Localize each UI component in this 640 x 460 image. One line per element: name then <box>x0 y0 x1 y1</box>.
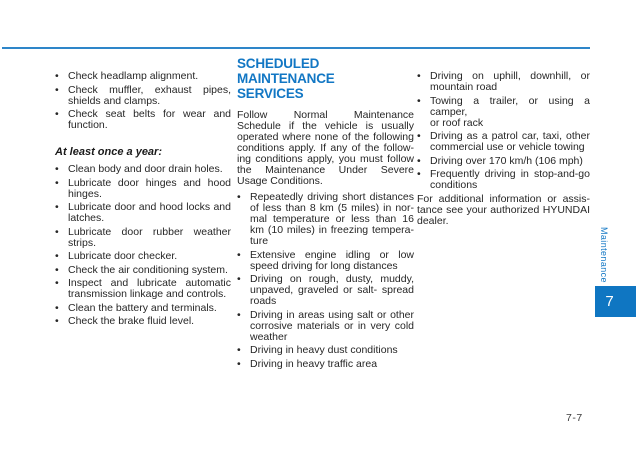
list-item <box>417 96 590 129</box>
text-line: Clean body and door drain holes. <box>68 163 223 175</box>
list-item <box>55 303 231 314</box>
bullet-icon: • <box>417 168 421 180</box>
middle-column <box>237 56 414 372</box>
bullet-text <box>430 156 590 167</box>
list-item <box>237 250 414 272</box>
intro-paragraph <box>237 110 414 187</box>
list-item <box>55 164 231 175</box>
bullet-text <box>68 278 231 300</box>
list-item <box>417 156 590 167</box>
text-line: the Maintenance Under Severe <box>237 164 414 176</box>
text-line: ture <box>250 235 269 247</box>
bullet-icon: • <box>55 201 59 213</box>
bullet-text <box>68 227 231 249</box>
list-item <box>417 71 590 93</box>
text-line: roads <box>250 295 277 307</box>
chapter-tab-label: Maintenance <box>599 227 609 283</box>
text-line: Clean the battery and terminals. <box>68 301 217 314</box>
text-line: Driving over 170 km/h (106 mph) <box>430 154 583 167</box>
text-line: speed driving for long distances <box>250 259 398 272</box>
list-item <box>237 345 414 356</box>
text-line: function. <box>68 119 108 131</box>
bullet-icon: • <box>55 176 59 189</box>
bullet-icon: • <box>237 308 241 321</box>
list-item <box>237 359 414 370</box>
bullet-text <box>430 71 590 93</box>
yearly-bullet-list <box>55 164 231 327</box>
text-line: Driving on rough, dusty, muddy, <box>250 273 414 285</box>
bullet-text <box>68 71 231 82</box>
bullet-icon: • <box>55 315 59 327</box>
list-item <box>237 310 414 343</box>
bullet-icon: • <box>237 248 241 261</box>
bullet-icon: • <box>55 301 59 314</box>
bullet-icon: • <box>237 191 241 203</box>
text-line: Lubricate door checker. <box>68 250 178 262</box>
text-line: unpaved, graveled or salt- spread <box>250 284 414 296</box>
list-item <box>55 316 231 327</box>
text-line: mountain road <box>430 81 498 93</box>
list-item <box>417 131 590 153</box>
text-line: Check the air conditioning system. <box>68 263 228 276</box>
list-item <box>55 202 231 224</box>
text-line: Schedule if the vehicle is usually <box>237 120 414 132</box>
text-line: Check headlamp alignment. <box>68 70 199 82</box>
bullet-icon: • <box>55 108 59 120</box>
text-line: of less than 8 km (5 miles) in nor- <box>250 202 414 214</box>
bullet-text <box>68 303 231 314</box>
text-line: Lubricate door and hood locks and <box>68 201 231 213</box>
text-line: Frequently driving in stop-and-go <box>430 168 590 180</box>
bullet-text <box>430 169 590 191</box>
bullet-icon: • <box>417 154 421 167</box>
list-item <box>55 251 231 262</box>
dealer-note-paragraph <box>417 194 590 227</box>
text-line: Check the brake fluid level. <box>68 315 195 327</box>
bullet-text <box>430 131 590 153</box>
text-line: km (10 miles) in freezing tempera- <box>250 224 414 236</box>
list-item <box>55 85 231 107</box>
text-line: Lubricate door hinges and hood <box>68 176 231 189</box>
bullet-text <box>68 109 231 131</box>
text-line: dealer. <box>417 215 449 227</box>
text-line: Towing a trailer, or using a camper, <box>430 94 590 118</box>
text-line: Check seat belts for wear and <box>68 108 231 120</box>
left-column <box>55 71 231 330</box>
text-line: SCHEDULED MAINTENANCE <box>237 56 335 86</box>
text-line: Repeatedly driving short distances <box>250 191 414 203</box>
bullet-icon: • <box>55 83 59 96</box>
text-line: corrosive materials or in very cold <box>250 319 414 332</box>
list-item <box>237 274 414 307</box>
text-line: tance see your authorized HYUNDAI <box>417 204 590 216</box>
bullet-icon: • <box>55 250 59 262</box>
text-line: Follow Normal Maintenance <box>237 109 414 121</box>
text-line: or roof rack <box>430 116 484 129</box>
yearly-subheading: At least once a year: <box>55 146 162 158</box>
top-divider-rule <box>2 47 590 49</box>
bullet-icon: • <box>55 70 59 82</box>
bullet-icon: • <box>55 263 59 276</box>
list-item <box>237 192 414 247</box>
text-line: conditions <box>430 179 478 191</box>
text-line: Extensive engine idling or low <box>250 248 414 261</box>
bullet-icon: • <box>417 94 421 107</box>
bullet-text <box>250 345 414 356</box>
page-number: 7-7 <box>566 412 583 424</box>
bullet-text <box>250 250 414 272</box>
text-line: Driving in areas using salt or other <box>250 308 414 321</box>
left-top-bullet-list <box>55 71 231 131</box>
list-item <box>55 109 231 131</box>
text-line: For additional information or assis- <box>417 193 590 205</box>
list-item <box>55 227 231 249</box>
chapter-number: 7 <box>605 293 614 310</box>
bullet-icon: • <box>237 344 241 356</box>
bullet-text <box>68 178 231 200</box>
bullet-text <box>68 316 231 327</box>
text-line: Driving in heavy dust conditions <box>250 344 398 356</box>
list-item <box>417 169 590 191</box>
text-line: Usage Conditions. <box>237 175 323 187</box>
list-item <box>55 178 231 200</box>
text-line: strips. <box>68 236 97 249</box>
text-line: transmission linkage and controls. <box>68 288 227 300</box>
list-item <box>55 71 231 82</box>
text-line: Lubricate door rubber weather <box>68 225 231 238</box>
text-line: Driving on uphill, downhill, or <box>430 70 590 82</box>
text-line: latches. <box>68 212 105 224</box>
text-line: ing conditions apply, you must follow <box>237 153 414 165</box>
bullet-text <box>430 96 590 129</box>
text-line: shields and clamps. <box>68 94 161 107</box>
text-line: mal temperature or less than 16 <box>250 213 414 225</box>
bullet-text <box>68 265 231 276</box>
bullet-icon: • <box>237 357 241 370</box>
text-line: commercial use or vehicle towing <box>430 141 585 153</box>
bullet-text <box>68 251 231 262</box>
text-line: weather <box>250 330 288 343</box>
bullet-icon: • <box>237 273 241 285</box>
bullet-text <box>68 202 231 224</box>
severe-usage-bullet-list-continued <box>417 71 590 191</box>
text-line: operated where none of the following <box>237 131 414 143</box>
right-column <box>417 71 590 227</box>
bullet-icon: • <box>55 225 59 238</box>
severe-usage-bullet-list <box>237 192 414 370</box>
bullet-text <box>250 310 414 343</box>
list-item <box>55 278 231 300</box>
bullet-icon: • <box>417 130 421 142</box>
bullet-icon: • <box>55 277 59 289</box>
bullet-icon: • <box>55 163 59 175</box>
text-line: conditions apply. If any of the follow- <box>237 142 414 154</box>
chapter-tab-number-box <box>595 286 636 317</box>
bullet-text <box>250 359 414 370</box>
text-line: Inspect and lubricate automatic <box>68 277 231 289</box>
text-line: hinges. <box>68 187 102 200</box>
section-heading <box>237 56 414 101</box>
bullet-text <box>250 192 414 247</box>
list-item <box>55 265 231 276</box>
bullet-text <box>250 274 414 307</box>
text-line: Driving as a patrol car, taxi, other <box>430 130 590 142</box>
text-line: Driving in heavy traffic area <box>250 357 378 370</box>
bullet-text <box>68 164 231 175</box>
bullet-icon: • <box>417 70 421 82</box>
bullet-text <box>68 85 231 107</box>
text-line: Check muffler, exhaust pipes, <box>68 83 231 96</box>
text-line: SERVICES <box>237 86 304 101</box>
